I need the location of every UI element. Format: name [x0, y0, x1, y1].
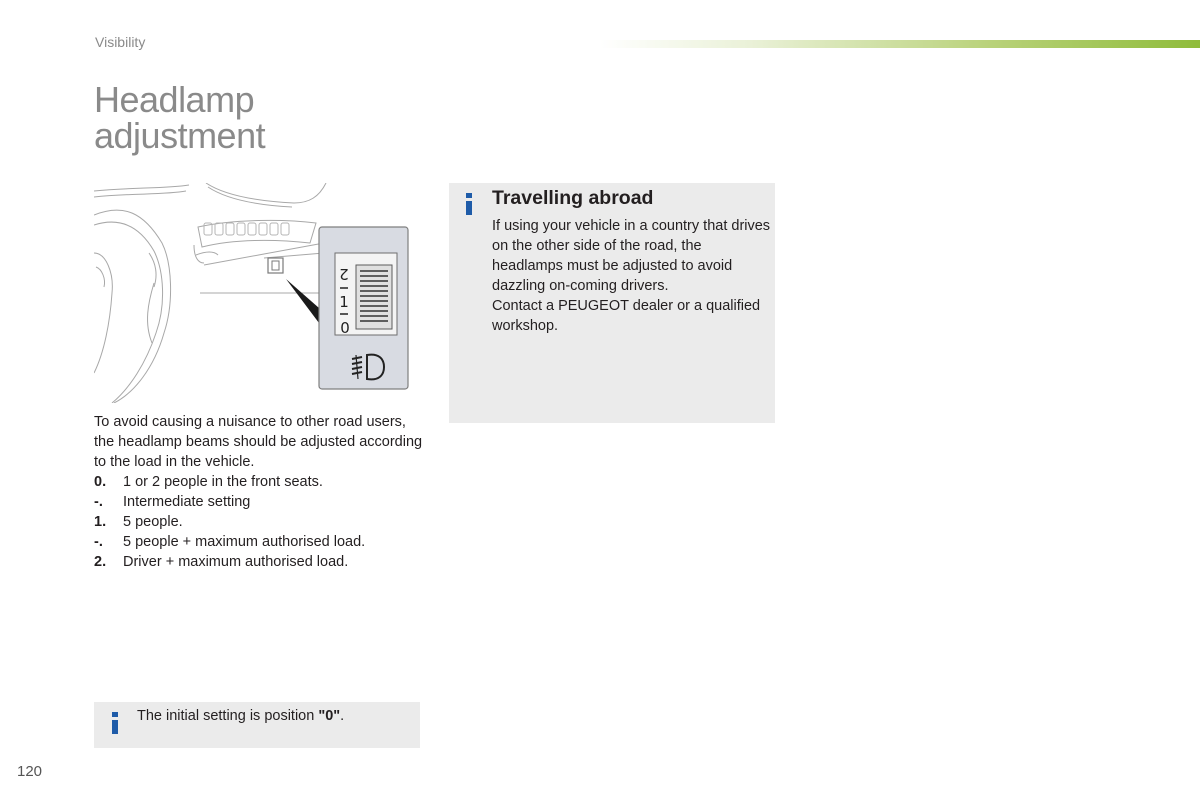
- callout-pointer: [286, 279, 319, 323]
- setting-text: Intermediate setting: [123, 494, 251, 510]
- load-adjustment-text: [94, 412, 424, 572]
- setting-text: 5 people.: [123, 514, 183, 530]
- headlamp-adjuster-illustration: [94, 183, 424, 403]
- initial-setting-suffix: .: [340, 708, 345, 724]
- settings-list-item: [94, 512, 424, 532]
- dial-panel: [319, 227, 408, 389]
- vent-slats: [204, 223, 289, 235]
- setting-text: 5 people + maximum authorised load.: [123, 534, 366, 550]
- setting-key: 1.: [94, 514, 107, 530]
- dial-mark-1: 1: [339, 293, 349, 311]
- initial-setting-value: "0": [318, 708, 341, 724]
- small-switch: [268, 258, 283, 273]
- page-title: [94, 79, 266, 156]
- page-title-line-1: Headlamp: [94, 79, 255, 120]
- info-icon: [112, 712, 118, 734]
- section-accent-rule: [600, 40, 1200, 48]
- page-number: 120: [17, 763, 43, 780]
- info-box-heading: Travelling abroad: [492, 187, 654, 209]
- initial-setting-info-box: [94, 702, 420, 748]
- intro-paragraph: To avoid causing a nuisance to other road users, the headlamp beams should be adjusted according to the load in the vehicle.: [94, 414, 423, 470]
- info-icon: [466, 193, 472, 215]
- info-box-text: [492, 216, 772, 336]
- dial-mark-2: 2: [339, 265, 349, 283]
- initial-setting-text: [137, 708, 344, 724]
- page-title-line-2: adjustment: [94, 115, 266, 156]
- setting-text: 1 or 2 people in the front seats.: [123, 474, 323, 490]
- dashboard-sketch: [94, 183, 326, 403]
- setting-key: -.: [94, 534, 103, 550]
- dial-mark-0: 0: [340, 319, 350, 337]
- section-label: Visibility: [95, 34, 146, 50]
- setting-key: -.: [94, 494, 103, 510]
- info-box-paragraph-2: Contact a PEUGEOT dealer or a qualified workshop.: [492, 298, 761, 334]
- initial-setting-prefix: The initial setting is position: [137, 708, 319, 724]
- settings-list-item: [94, 552, 424, 572]
- setting-key: 2.: [94, 554, 107, 570]
- info-box-paragraph-1: If using your vehicle in a country that drives on the other side of the road, the headlamps must be adjusted to avoid dazzling on-coming drivers.: [492, 218, 771, 294]
- settings-list-item: [94, 492, 424, 512]
- setting-key: 0.: [94, 474, 107, 490]
- settings-list-item: [94, 472, 424, 492]
- travelling-abroad-info-box: [449, 183, 775, 423]
- settings-list-item: [94, 532, 424, 552]
- settings-list: [94, 472, 424, 572]
- setting-text: Driver + maximum authorised load.: [123, 554, 349, 570]
